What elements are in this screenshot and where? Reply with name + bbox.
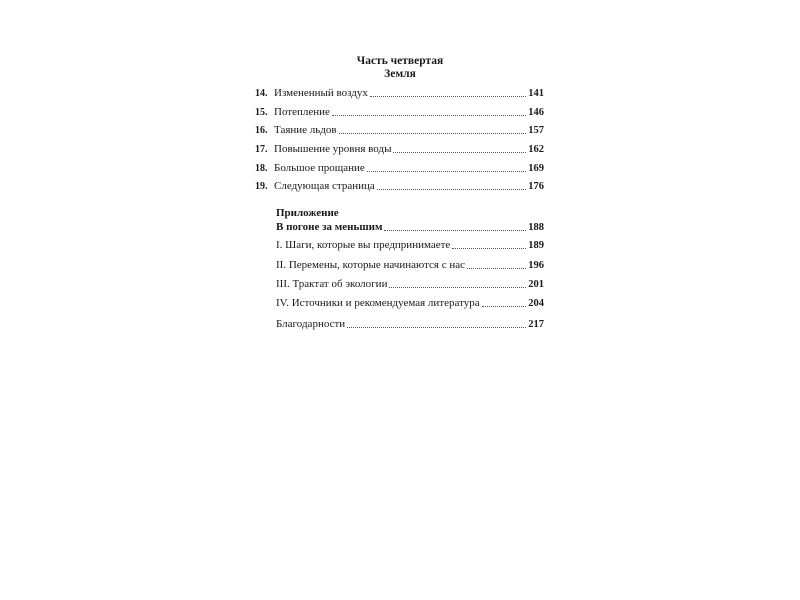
page-number: 162 [528,144,544,155]
dot-leader [482,305,527,307]
page-number: 141 [528,88,544,99]
page-number: 157 [528,125,544,136]
chapter-title: Потепление [274,106,330,118]
chapter-number: 19. [255,181,268,192]
toc-entry[interactable] [255,105,544,119]
chapter-number: 17. [255,144,268,155]
chapter-title: Повышение уровня воды [274,143,392,155]
dot-leader [332,114,526,116]
page-number: 196 [528,260,544,271]
page-number: 146 [528,107,544,118]
dot-leader [367,170,526,172]
toc-entry[interactable] [255,179,544,193]
toc-entry[interactable] [276,277,544,291]
chapter-title: Следующая страница [274,180,375,192]
toc-entry[interactable] [276,317,544,331]
chapter-title: Измененный воздух [274,87,368,99]
appendix-subheading: В погоне за меньшим [276,221,383,233]
page-number: 204 [528,298,544,309]
dot-leader [370,95,526,97]
page-number: 176 [528,181,544,192]
chapter-title: Большое прощание [274,162,365,174]
toc-entry[interactable] [255,161,544,175]
chapter-number: 15. [255,107,268,118]
chapter-number: 18. [255,163,268,174]
toc-entry[interactable] [255,123,544,137]
appendix-item-title: IV. Источники и рекомендуемая литература [276,297,480,309]
dot-leader [347,326,526,328]
chapter-number: 14. [255,88,268,99]
page-number: 201 [528,279,544,290]
dot-leader [339,132,527,134]
toc-entry[interactable] [276,238,544,252]
part-number: Часть четвертая [356,55,444,67]
dot-leader [377,188,526,190]
dot-leader [389,286,526,288]
page-number: 169 [528,163,544,174]
dot-leader [452,247,526,249]
appendix-item-title: Благодарности [276,318,346,330]
dot-leader [393,151,526,153]
part-title: Земля [384,68,416,80]
toc-entry[interactable] [276,296,544,310]
appendix-item-title: III. Трактат об экологии [276,278,388,290]
dot-leader [384,229,526,231]
toc-entry[interactable] [276,258,544,272]
part-heading [300,55,500,81]
appendix-item-title: II. Перемены, которые начинаются с нас [276,259,465,271]
toc-entry[interactable] [276,220,544,234]
toc-entry[interactable] [255,86,544,100]
appendix-item-title: I. Шаги, которые вы предпринимаете [276,239,451,251]
page-number: 217 [528,319,544,330]
chapter-title: Таяние льдов [274,124,337,136]
chapter-number: 16. [255,125,268,136]
dot-leader [467,267,526,269]
appendix-heading: Приложение [276,207,339,219]
toc-entry[interactable] [255,142,544,156]
page-number: 189 [528,240,544,251]
page-number: 188 [528,222,544,233]
